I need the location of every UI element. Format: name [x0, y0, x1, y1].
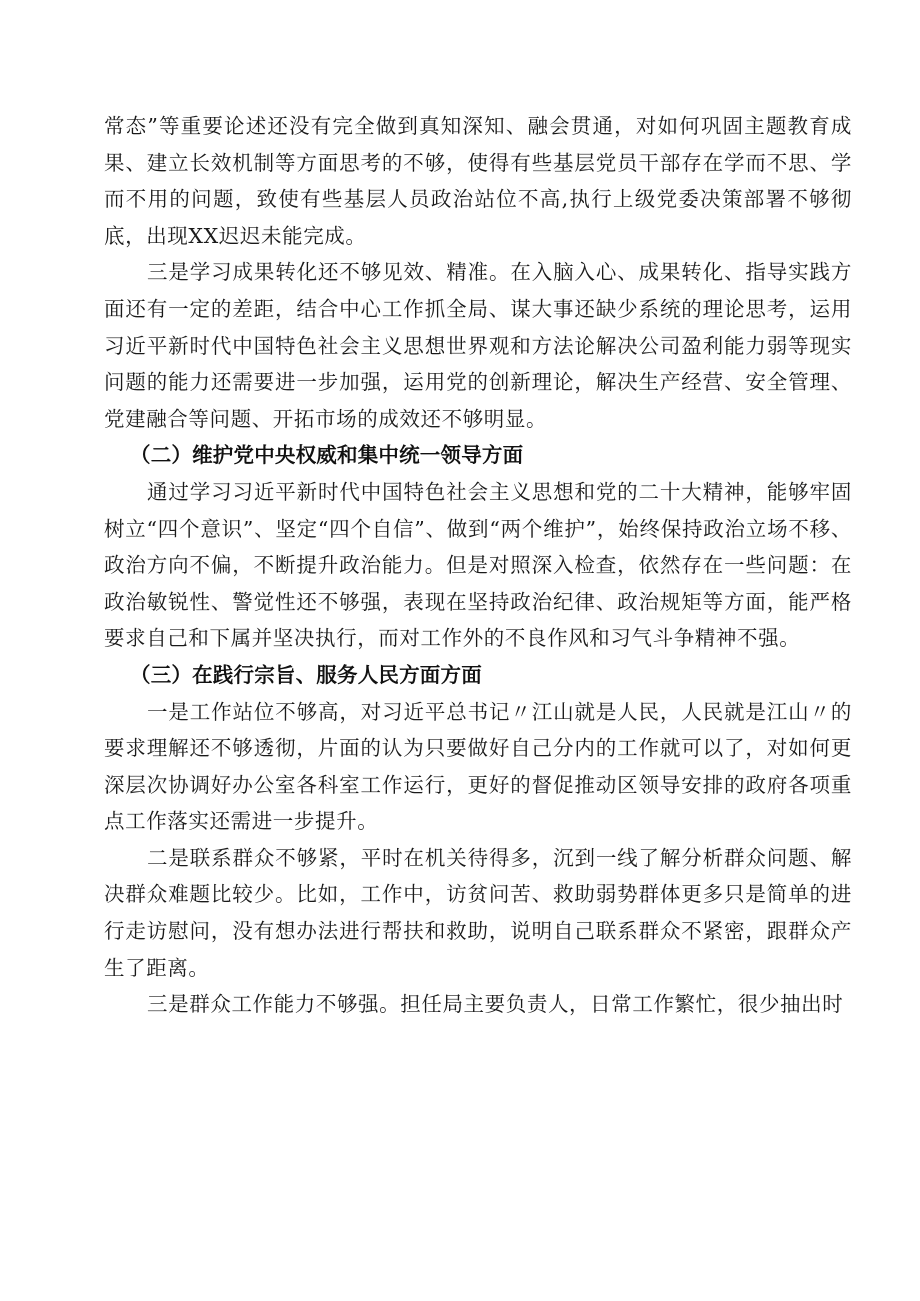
- document-body: [104, 108, 852, 1023]
- paragraph-mass-work-ability: 三是群众工作能力不够强。担任局主要负责人，日常工作繁忙，很少抽出时: [147, 992, 844, 1017]
- paragraph-continuation: 常态”等重要论述还没有完全做到真知深知、融会贯通，对如何巩固主题教育成果、建立长效机制等方面思考的不够，使得有些基层党员干部存在学而不思、学而不用的问题，致使有些基层人员政治站位不高,执行上级党委决策部署不够彻底，出现XX迟迟未能完成。: [104, 114, 852, 248]
- section-heading-2: （二）维护党中央权威和集中统一领导方面: [130, 443, 524, 468]
- paragraph-work-position: 一是工作站位不够高，对习近平总书记〃江山就是人民，人民就是江山〃的要求理解还不够透彻，片面的认为只要做好自己分内的工作就可以了，对如何更深层次协调好办公室各科室工作运行，更好的督促推动区领导安排的政府各项重点工作落实还需进一步提升。: [104, 699, 852, 834]
- section-heading-3: （三）在践行宗旨、服务人民方面方面: [130, 662, 482, 687]
- paragraph-study-results: 三是学习成果转化还不够见效、精准。在入脑入心、成果转化、指导实践方面还有一定的差距，结合中心工作抓全局、谋大事还缺少系统的理论思考，运用习近平新时代中国特色社会主义思想世界观和方法论解决公司盈利能力弱等现实问题的能力还需要进一步加强，运用党的创新理论，解决生产经营、安全管理、党建融合等问题、开拓市场的成效还不够明显。: [104, 260, 852, 431]
- paragraph-contact-masses: 二是联系群众不够紧，平时在机关待得多，沉到一线了解分析群众问题、解决群众难题比较少。比如，工作中，访贫问苦、救助弱势群体更多只是简单的进行走访慰问，没有想办法进行帮扶和救助，说明自己联系群众不紧密，跟群众产生了距离。: [104, 845, 852, 980]
- paragraph-political-awareness: 通过学习习近平新时代中国特色社会主义思想和党的二十大精神，能够牢固树立“四个意识”、坚定“四个自信”、做到“两个维护”，始终保持政治立场不移、政治方向不偏，不断提升政治能力。但是对照深入检查，依然存在一些问题：在政治敏锐性、警觉性还不够强，表现在坚持政治纪律、政治规矩等方面，能严格要求自己和下属并坚决执行，而对工作外的不良作风和习气斗争精神不强。: [104, 479, 852, 651]
